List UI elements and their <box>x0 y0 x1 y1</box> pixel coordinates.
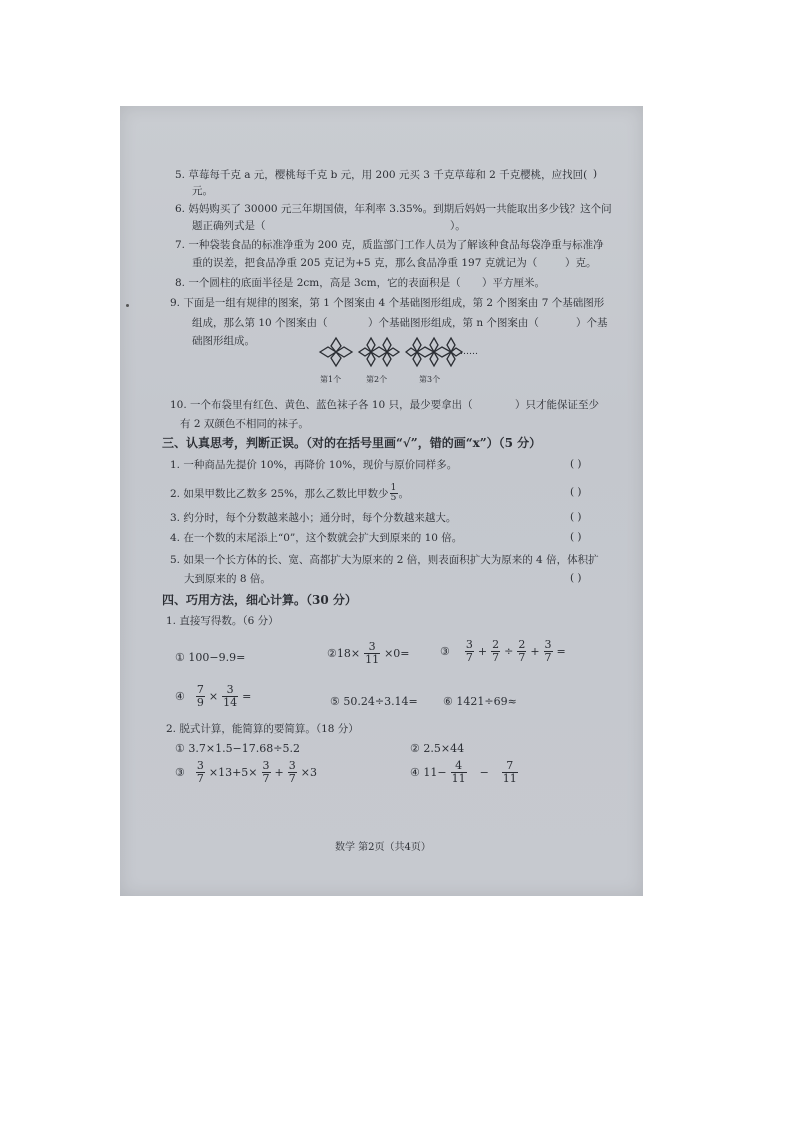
calc-4-fraction-2 <box>222 684 238 709</box>
step-calc-4-op: − <box>479 766 489 779</box>
judge-q5-paren: ( ) <box>570 572 582 584</box>
frac-numerator: 4 <box>455 759 463 772</box>
calc-5: ⑤ 50.24÷3.14= <box>330 695 418 708</box>
frac-denominator: 11 <box>451 772 466 785</box>
frac-denominator: 7 <box>544 651 552 664</box>
frac-numerator: 3 <box>262 759 270 772</box>
frac-denominator: 7 <box>196 772 204 785</box>
frac-numerator: 7 <box>196 683 204 696</box>
judge-q2-text: 2. 如果甲数比乙数多 25%，那么乙数比甲数少 <box>170 487 389 500</box>
q8-line1: 8. 一个圆柱的底面半径是 2cm，高是 3cm，它的表面积是（ <box>175 277 461 289</box>
step-calc-3-text-1: ×13+5× <box>208 766 258 779</box>
frac-denominator: 7 <box>465 651 473 664</box>
calc-3 <box>440 639 566 664</box>
calc-3-op-1: + <box>477 645 488 658</box>
frac-numerator: 1 <box>390 483 397 493</box>
section3-heading: 三、认真思考，判断正误。（对的在括号里画“√”，错的画“x”）（5 分） <box>162 436 542 450</box>
frac-numerator: 2 <box>518 638 526 651</box>
frac-denominator: 7 <box>262 772 270 785</box>
judge-q5-line1: 5. 如果一个长方体的长、宽、高都扩大为原来的 2 倍，则表面积扩大为原来的 4 倍，体积扩 <box>170 554 599 566</box>
calc-4-op-2: = <box>242 690 252 703</box>
judge-q2-end: 。 <box>398 487 410 500</box>
calc-3-fraction-1 <box>465 639 474 664</box>
judge-q3-paren: ( ) <box>570 511 582 523</box>
pattern-figure-1 <box>318 336 354 368</box>
frac-numerator: 3 <box>196 759 204 772</box>
frac-numerator: 3 <box>368 640 376 653</box>
q5-line1: 5. 草莓每千克 a 元，樱桃每千克 b 元，用 200 元买 3 千克草莓和 2 千克樱桃，应找回( <box>175 169 588 181</box>
calc-6: ⑥ 1421÷69≈ <box>443 695 517 708</box>
step-calc-3-fraction-2 <box>262 760 271 785</box>
step-calc-3-text-3: ×3 <box>300 766 317 779</box>
step-calc-3 <box>175 760 317 785</box>
q7-close: ）克。 <box>565 257 597 269</box>
judge-q4: 4. 在一个数的末尾添上“0”，这个数就会扩大到原来的 10 倍。 <box>170 532 463 544</box>
calc-1: ① 100−9.9= <box>175 651 246 664</box>
calc-3-op-4: = <box>556 645 566 658</box>
frac-numerator: 3 <box>288 759 296 772</box>
judge-q3: 3. 约分时，每个分数越来越小；通分时，每个分数越来越大。 <box>170 512 457 524</box>
section4-sub2: 2. 脱式计算，能简算的要简算。（18 分） <box>166 723 359 735</box>
step-calc-3-fraction-3 <box>288 760 297 785</box>
frac-numerator: 3 <box>226 683 234 696</box>
calc-2-post: ×0= <box>384 647 410 660</box>
paper-speck <box>126 304 129 307</box>
frac-denominator: 7 <box>492 651 500 664</box>
step-calc-4 <box>410 760 519 785</box>
step-calc-4-fraction-2 <box>502 760 518 785</box>
calc-3-fraction-3 <box>517 639 526 664</box>
q9-line2a: 组成，那么第 10 个图案由（ <box>192 317 328 329</box>
calc-3-op-3: + <box>530 645 540 658</box>
frac-denominator: 11 <box>502 772 517 785</box>
calc-3-label: ③ <box>440 645 450 658</box>
judge-q5-line2: 大到原来的 8 倍。 <box>184 573 271 585</box>
calc-2 <box>327 641 410 666</box>
q7-line2: 重的误差，把食品净重 205 克记为+5 克，那么食品净重 197 克就记为（ <box>192 257 538 269</box>
step-calc-2: ② 2.5×44 <box>410 742 465 755</box>
page-footer: 数学 第2页（共4页） <box>335 842 431 853</box>
pattern-label-1: 第1个 <box>320 375 342 384</box>
pattern-ellipsis: …… <box>460 347 478 357</box>
frac-denominator: 7 <box>288 772 296 785</box>
calc-2-fraction <box>364 641 380 666</box>
pattern-label-2: 第2个 <box>366 375 388 384</box>
q10-line1a: 10. 一个布袋里有红色、黄色、蓝色袜子各 10 只，最少要拿出（ <box>170 399 473 411</box>
q10-line1b: ）只才能保证至少 <box>515 399 599 411</box>
calc-4-label: ④ <box>175 690 185 703</box>
exam-paper <box>120 106 643 896</box>
section4-sub1: 1. 直接写得数。（6 分） <box>166 615 279 627</box>
calc-3-fraction-4 <box>544 639 553 664</box>
judge-q2 <box>170 484 409 503</box>
pattern-label-3: 第3个 <box>419 375 441 384</box>
frac-denominator: 14 <box>223 696 238 709</box>
q9-line1: 9. 下面是一组有规律的图案，第 1 个图案由 4 个基础图形组成，第 2 个图案由 7 个基础图形 <box>170 297 605 309</box>
frac-numerator: 3 <box>465 638 473 651</box>
q10-line2: 有 2 双颜色不相同的袜子。 <box>180 418 309 430</box>
q7-line1: 7. 一种袋装食品的标准净重为 200 克，质监部门工作人员为了解该种食品每袋净重与标准净 <box>175 239 604 251</box>
judge-q4-paren: ( ) <box>570 531 582 543</box>
section4-heading: 四、巧用方法，细心计算。（30 分） <box>162 593 357 607</box>
step-calc-3-text-2: + <box>274 766 284 779</box>
pattern-figure-2 <box>358 336 400 368</box>
q5-line2: 元。 <box>192 185 213 197</box>
calc-2-pre: ②18× <box>327 647 361 660</box>
judge-q2-paren: ( ) <box>570 486 582 498</box>
frac-numerator: 3 <box>544 638 552 651</box>
frac-denominator: 5 <box>390 493 397 503</box>
frac-denominator: 11 <box>365 653 380 666</box>
q6-line1: 6. 妈妈购买了 30000 元三年期国债，年利率 3.35%。到期后妈妈一共能取出多少钱？这个问 <box>175 203 612 215</box>
frac-numerator: 2 <box>492 638 500 651</box>
q9-line2c: ）个基 <box>576 317 608 329</box>
calc-4-op-1: × <box>208 690 219 703</box>
q8-close: ）平方厘米。 <box>482 277 545 289</box>
calc-4 <box>175 684 251 709</box>
step-calc-4-label: ④ 11− <box>410 766 447 779</box>
q9-line2b: ）个基础图形组成，第 n 个图案由（ <box>368 317 539 329</box>
step-calc-4-fraction-1 <box>451 760 467 785</box>
frac-denominator: 9 <box>196 696 204 709</box>
step-calc-1: ① 3.7×1.5−17.68÷5.2 <box>175 742 300 755</box>
judge-q2-fraction <box>390 484 398 503</box>
judge-q1: 1. 一种商品先提价 10%，再降价 10%，现价与原价同样多。 <box>170 459 458 471</box>
step-calc-3-label: ③ <box>175 766 185 779</box>
calc-3-op-2: ÷ <box>504 645 514 658</box>
frac-numerator: 7 <box>506 759 514 772</box>
q6-line2: 题正确列式是（ <box>192 220 266 232</box>
q6-close: ）。 <box>450 220 466 232</box>
q5-close-paren: ) <box>593 168 598 180</box>
frac-denominator: 7 <box>518 651 526 664</box>
calc-3-fraction-2 <box>491 639 500 664</box>
q9-line3: 础图形组成。 <box>192 335 255 347</box>
calc-4-fraction-1 <box>196 684 205 709</box>
pattern-figure-3 <box>405 336 463 368</box>
step-calc-3-fraction-1 <box>196 760 205 785</box>
judge-q1-paren: ( ) <box>570 458 582 470</box>
